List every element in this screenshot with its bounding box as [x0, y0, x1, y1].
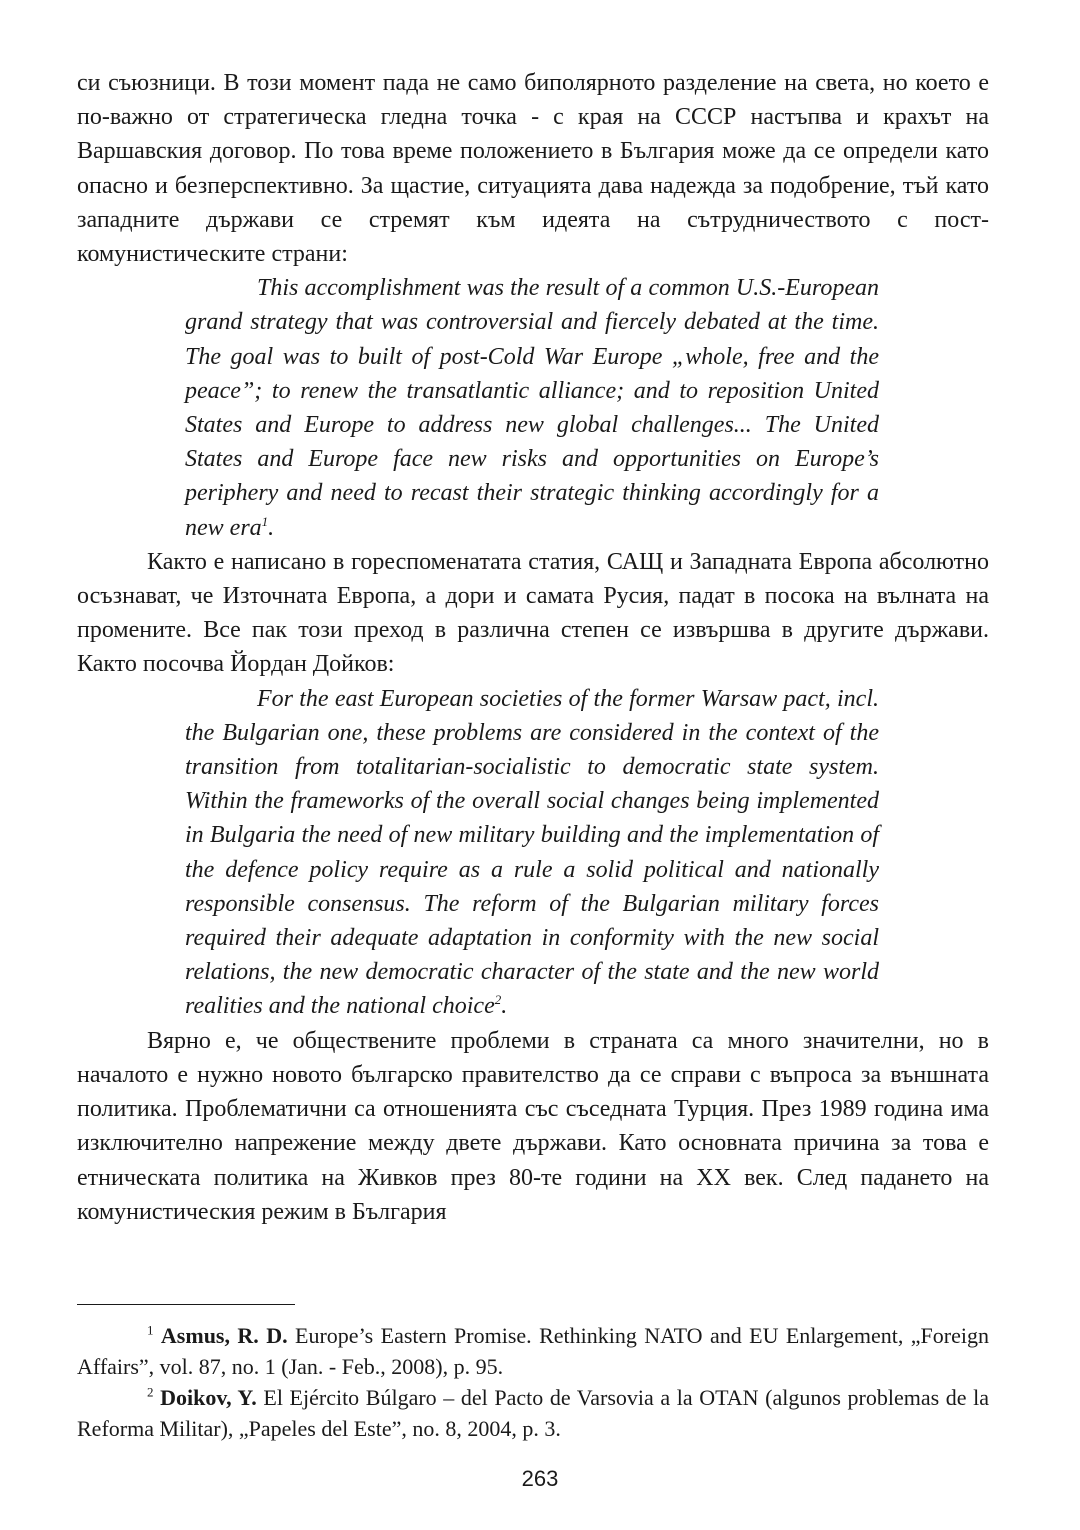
paragraph-3: Вярно е, че обществените проблеми в страната са много значителни, но в началото е нужно новото българско правителство да се справи с въпроса за външната политика. Проблематични са отношенията със съседната Турция. През 1989 година има изключително напрежение между двете държави. Като основната причина за това е етническата политика на Живков през 80-те години на ХХ век. След падането на комунистическия режим в България — [77, 1027, 989, 1225]
block-quote-2-end: . — [501, 993, 508, 1020]
footnote-author: Asmus, R. D. — [160, 1323, 288, 1348]
block-quote-1 — [185, 271, 879, 545]
page-number: 263 — [521, 1466, 559, 1491]
footnote-1 — [77, 1320, 989, 1382]
block-quote-1-text: This accomplishment was the result of a common U.S.-European grand strategy that was controversial and fiercely debated at the time. The goal was to built of post-Cold War Europe „whole, free and the peace”; to renew the transatlantic alliance; and to reposition United States and Europe to address new global challenges... The United States and Europe face new risks and opportunities on Europe’s periphery and need to recast their strategic thinking accordingly for a new era — [185, 275, 879, 541]
footnote-ref-1: 1 — [261, 513, 269, 529]
block-quote-2 — [185, 682, 879, 1024]
block-quote-2-text: For the east European societies of the former Warsaw pact, incl. the Bulgarian one, these problems are considered in the context of the transition from totalitarian-socialistic to democratic state system. Within the frameworks of the overall social changes being implemented in Bulgaria the need of new military building and the implementation of the defence policy require as a rule a solid political and nationally responsible consensus. The reform of the Bulgarian military forces required their adequate adaptation in conformity with the new social relations, the new democratic character of the state and the new world realities and the national choice — [185, 685, 879, 1020]
footnote-divider — [77, 1304, 295, 1305]
footnote-text: Europe’s Eastern Promise. Rethinking NATO and EU Enlargement, „Foreign Affairs”, vol. 87, no. 1 (Jan. - Feb., 2008), p. 95. — [77, 1323, 989, 1379]
block-quote-1-end: . — [268, 514, 275, 541]
footnote-number: 1 — [147, 1322, 154, 1338]
paragraph-2: Както е написано в гореспоменатата статия, САЩ и Западната Европа абсолютно осъзнават, че Източната Европа, а дори и самата Русия, падат в посока на вълната на промените. Все пак този преход в различна степен се извършва в другите държави. Както посочва Йордан Дойков: — [77, 548, 989, 678]
footnote-ref-2: 2 — [494, 992, 502, 1008]
page-body — [77, 66, 989, 1229]
footnotes — [77, 1320, 989, 1444]
footnote-number: 2 — [147, 1384, 154, 1400]
footnote-2 — [77, 1382, 989, 1444]
footnote-author: Doikov, Y. — [160, 1385, 257, 1410]
footnote-text: El Ejército Búlgaro – del Pacto de Varsovia a la OTAN (algunos problemas de la Reforma Militar), „Papeles del Este”, no. 8, 2004, p. 3. — [77, 1385, 990, 1441]
paragraph-1: си съюзници. В този момент пада не само биполярното разделение на света, но което е по-важно от стратегическа гледна точка - с края на СССР настъпва и крахът на Варшавския договор. По това време положението в България може да се определи като опасно и безперспективно. За щастие, ситуацията дава надежда за подобрение, тъй като западните държави се стремят към идеята на сътрудничеството с пост-комунистическите страни: — [77, 70, 989, 268]
